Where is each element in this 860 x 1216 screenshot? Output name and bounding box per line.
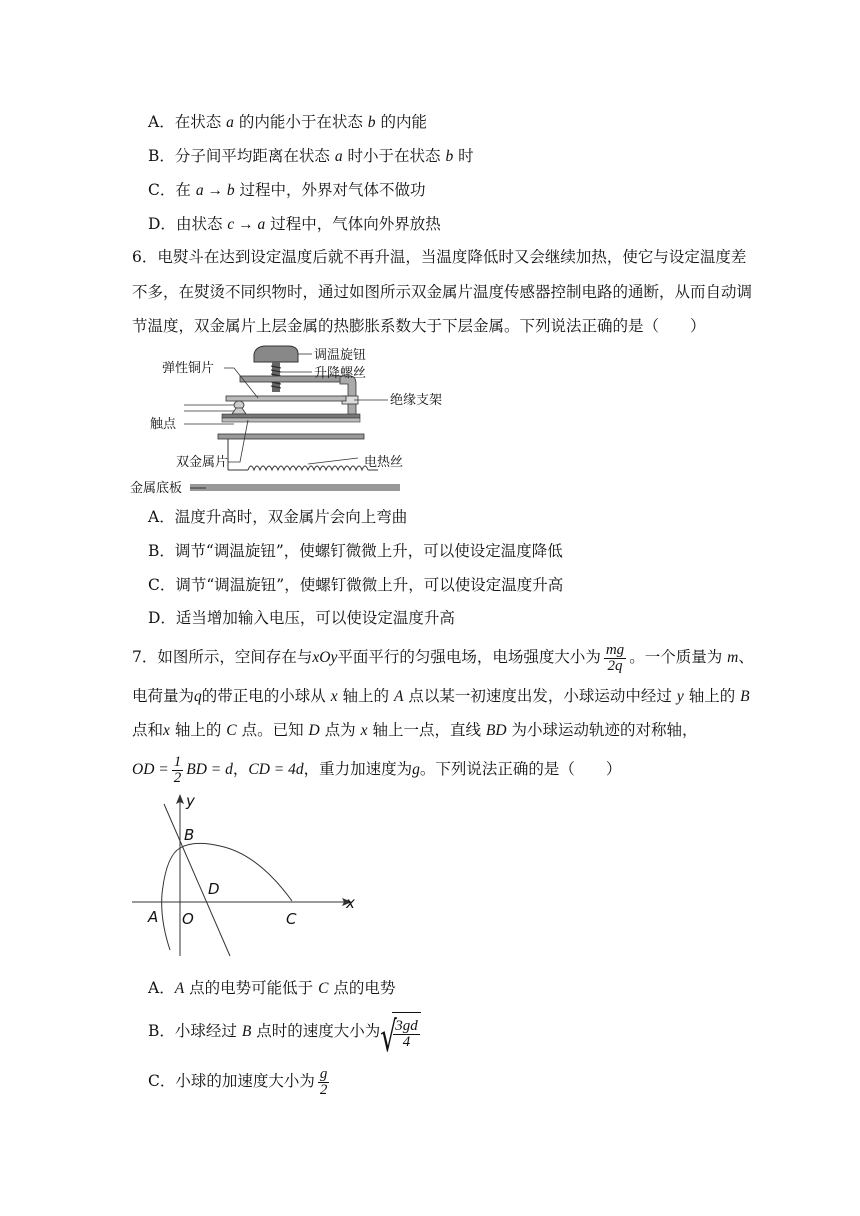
q6-option-a: A．温度升高时，双金属片会向上弯曲 xyxy=(148,508,408,526)
label-heater: 电热丝 xyxy=(364,455,404,470)
label-c: C xyxy=(286,910,297,928)
label-knob: 调温旋钮 xyxy=(314,348,367,363)
g-half-fraction: $\frac{g}{2}$ xyxy=(319,1065,328,1098)
label-d: D xyxy=(208,880,220,898)
q7-option-a: A．A 点的电势可能低于 C 点的电势 xyxy=(148,979,396,997)
q7-trajectory-figure xyxy=(128,790,368,960)
q6-option-b: B．调节“调温旋钮”，使螺钉微微上升，可以使设定温度降低 xyxy=(148,542,563,560)
bimetal-top xyxy=(222,414,360,418)
label-bimetal: 双金属片 xyxy=(176,455,229,470)
heater-coil xyxy=(248,466,368,470)
line-bd xyxy=(164,804,230,956)
q6-option-d: D．适当增加输入电压，可以使设定温度升高 xyxy=(148,609,455,627)
label-y: y xyxy=(186,792,195,810)
label-o: O xyxy=(182,910,194,928)
label-contact: 触点 xyxy=(150,417,177,432)
q5-option-b: B．分子间平均距离在状态 a 时小于在状态 b 时 xyxy=(148,147,474,165)
label-bracket: 绝缘支架 xyxy=(390,393,443,408)
q6-stem-line-3: 节温度，双金属片上层金属的热膨胀系数大于下层金属。下列说法正确的是（ ） xyxy=(132,317,706,335)
q7-stem-line-4: OD = $\frac{1}{2}$ BD = d，CD = 4d，重力加速度为g。下列说法正确的是（ ） xyxy=(132,753,622,786)
copper-strip xyxy=(226,396,346,401)
label-a: A xyxy=(148,908,159,926)
q7-option-c: C．小球的加速度大小为 $\frac{g}{2}$ xyxy=(148,1065,328,1098)
q6-option-c: C．调节“调温旋钮”，使螺钉微微上升，可以使设定温度升高 xyxy=(148,576,564,594)
bimetal-bottom xyxy=(222,418,360,422)
q7-stem-line-3: 点和x 轴上的 C 点。已知 D 点为 x 轴上一点，直线 BD 为小球运动轨迹的对称轴， xyxy=(132,721,698,739)
q7-stem-line-2: 电荷量为q的带正电的小球从 x 轴上的 A 点以某一初速度出发，小球运动中经过 y 轴上的 B xyxy=(132,687,750,705)
base-block xyxy=(218,434,364,439)
q6-stem-line-2: 不多，在熨烫不同织物时，通过如图所示双金属片温度传感器控制电路的通断，从而自动调 xyxy=(132,283,753,301)
q5-option-d: D．由状态 c → a 过程中，气体向外界放热 xyxy=(148,215,441,233)
label-screw: 升降螺丝 xyxy=(314,366,367,381)
q7-option-b: B．小球经过 B 点时的速度大小为 √ $\frac{3gd}{4}$ xyxy=(148,1012,421,1052)
q5-option-a: A．在状态 a 的内能小于在状态 b 的内能 xyxy=(148,113,427,131)
q6-stem-line-1: 6．电熨斗在达到设定温度后就不再升温，当温度降低时又会继续加热，使它与设定温度差 xyxy=(132,248,747,266)
label-x: x xyxy=(346,894,355,912)
sqrt-expression: √ $\frac{3gd}{4}$ xyxy=(380,1012,421,1052)
field-strength-fraction: $\frac{mg}{2q}$ xyxy=(605,641,625,674)
label-b: B xyxy=(184,826,195,844)
q5-option-c: C．在 a → b 过程中，外界对气体不做功 xyxy=(148,181,426,199)
label-copper: 弹性铜片 xyxy=(162,361,215,376)
contact-bottom xyxy=(232,408,246,414)
metal-base-plate xyxy=(190,484,400,491)
label-base: 金属底板 xyxy=(130,481,183,496)
half-fraction: $\frac{1}{2}$ xyxy=(173,753,182,786)
trajectory-curve xyxy=(162,843,292,950)
q6-iron-figure xyxy=(128,338,443,498)
knob-shape xyxy=(254,346,298,362)
q7-stem-line-1: 7．如图所示，空间存在与xOy平面平行的匀强电场，电场强度大小为 $\frac{mg}{2q}$ 。一个质量为 m、 xyxy=(132,641,754,674)
